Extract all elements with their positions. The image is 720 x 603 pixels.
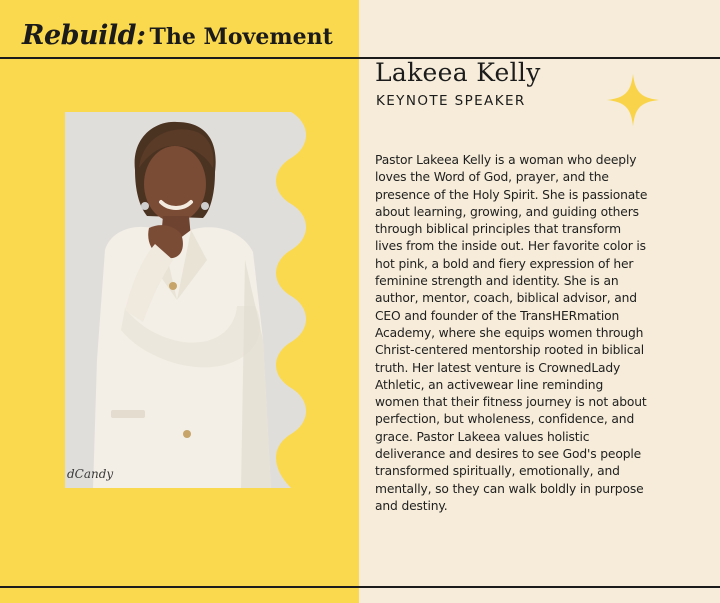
- photographer-signature: dCandy: [67, 467, 114, 481]
- brand-header: [22, 20, 333, 56]
- speaker-photo: [65, 110, 313, 490]
- speaker-name: Lakeea Kelly: [375, 58, 541, 87]
- brand-title: The Movement: [149, 24, 333, 50]
- speaker-portrait-image: [65, 110, 313, 490]
- sparkle-icon: [605, 72, 661, 128]
- header-divider: [0, 57, 720, 59]
- footer-divider: [0, 586, 720, 588]
- brand-script-word: Rebuild:: [22, 20, 146, 51]
- speaker-role: KEYNOTE SPEAKER: [376, 93, 526, 109]
- speaker-bio: Pastor Lakeea Kelly is a woman who deeply loves the Word of God, prayer, and the presence of the Holy Spirit. She is passionate about learning, growing, and guiding others through biblical principles that transform lives from the inside out. Her favorite color is hot pink, a bold and fiery expression of her feminine strength and identity. She is an author, mentor, coach, biblical advisor, and CEO and founder of the TransHERmation Academy, where she equips women through Christ-centered mentorship rooted in biblical truth. Her latest venture is CrownedLady Athletic, an activewear line reminding women that their fitness journey is not about perfection, but wholeness, confidence, and grace. Pastor Lakeea values holistic deliverance and desires to see God's people transformed spiritually, emotionally, and mentally, so they can walk boldly in purpose and destiny.: [375, 153, 648, 513]
